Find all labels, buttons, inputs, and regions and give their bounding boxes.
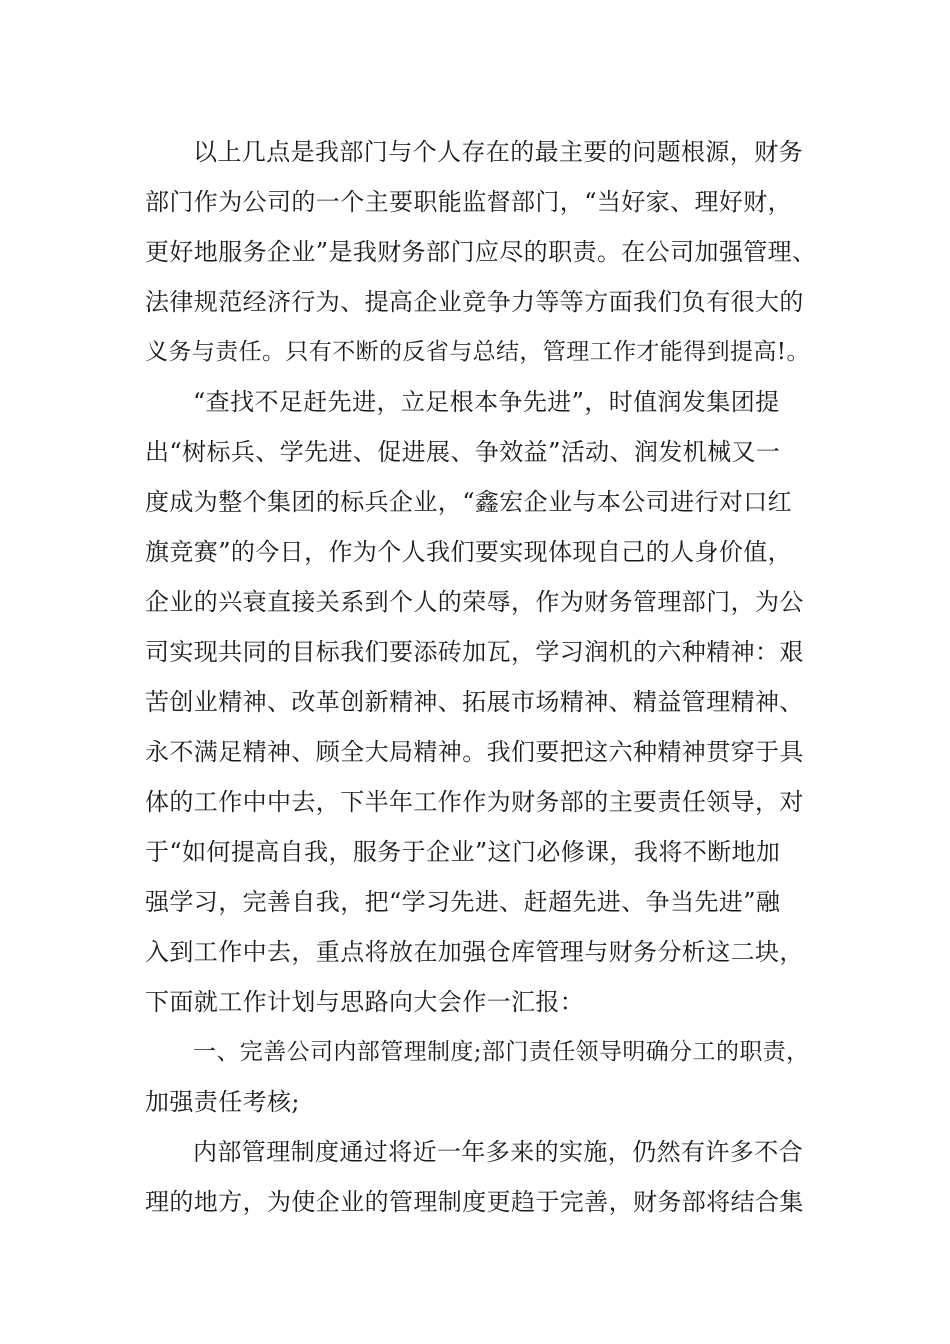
text-line: 永不满足精神、顾全大局精神。我们要把这六种精神贯穿于具 xyxy=(145,738,804,766)
text-line: 强学习，完善自我，把“学习先进、赶超先进、争当先进”融 xyxy=(145,888,781,916)
text-line: 下面就工作计划与思路向大会作一汇报： xyxy=(145,988,585,1016)
text-line: 更好地服务企业”是我财务部门应尽的职责。在公司加强管理、 xyxy=(145,238,817,266)
text-line: 入到工作中去，重点将放在加强仓库管理与财务分析这二块， xyxy=(145,938,804,966)
text-line: 内部管理制度通过将近一年多来的实施，仍然有许多不合 xyxy=(193,1138,803,1166)
text-line: 以上几点是我部门与个人存在的最主要的问题根源，财务 xyxy=(193,138,803,166)
text-line: 度成为整个集团的标兵企业，“鑫宏企业与本公司进行对口红 xyxy=(145,488,793,516)
text-line: 于“如何提高自我，服务于企业”这门必修课，我将不断地加 xyxy=(145,838,781,866)
text-line: 加强责任考核; xyxy=(145,1088,300,1116)
text-line: 苦创业精神、改革创新精神、拓展市场精神、精益管理精神、 xyxy=(145,688,804,716)
text-line: 旗竞赛”的今日，作为个人我们要实现体现自己的人身价值， xyxy=(145,538,793,566)
text-line: 出“树标兵、学先进、促进展、争效益”活动、润发机械又一 xyxy=(145,438,781,466)
text-line: 义务与责任。只有不断的反省与总结，管理工作才能得到提高!。 xyxy=(145,339,810,365)
text-line: 部门作为公司的一个主要职能监督部门，“当好家、理好财， xyxy=(145,188,793,216)
text-line: 司实现共同的目标我们要添砖加瓦，学习润机的六种精神：艰 xyxy=(145,638,804,666)
text-line: 法律规范经济行为、提高企业竞争力等等方面我们负有很大的 xyxy=(145,288,804,316)
text-line: 一、完善公司内部管理制度;部门责任领导明确分工的职责， xyxy=(193,1039,810,1065)
text-line: “查找不足赶先进，立足根本争先进”，时值润发集团提 xyxy=(193,388,780,416)
text-line: 企业的兴衰直接关系到个人的荣辱，作为财务管理部门，为公 xyxy=(145,588,804,616)
text-line: 体的工作中中去，下半年工作作为财务部的主要责任领导，对 xyxy=(145,788,804,816)
text-line: 理的地方，为使企业的管理制度更趋于完善，财务部将结合集 xyxy=(145,1188,804,1216)
